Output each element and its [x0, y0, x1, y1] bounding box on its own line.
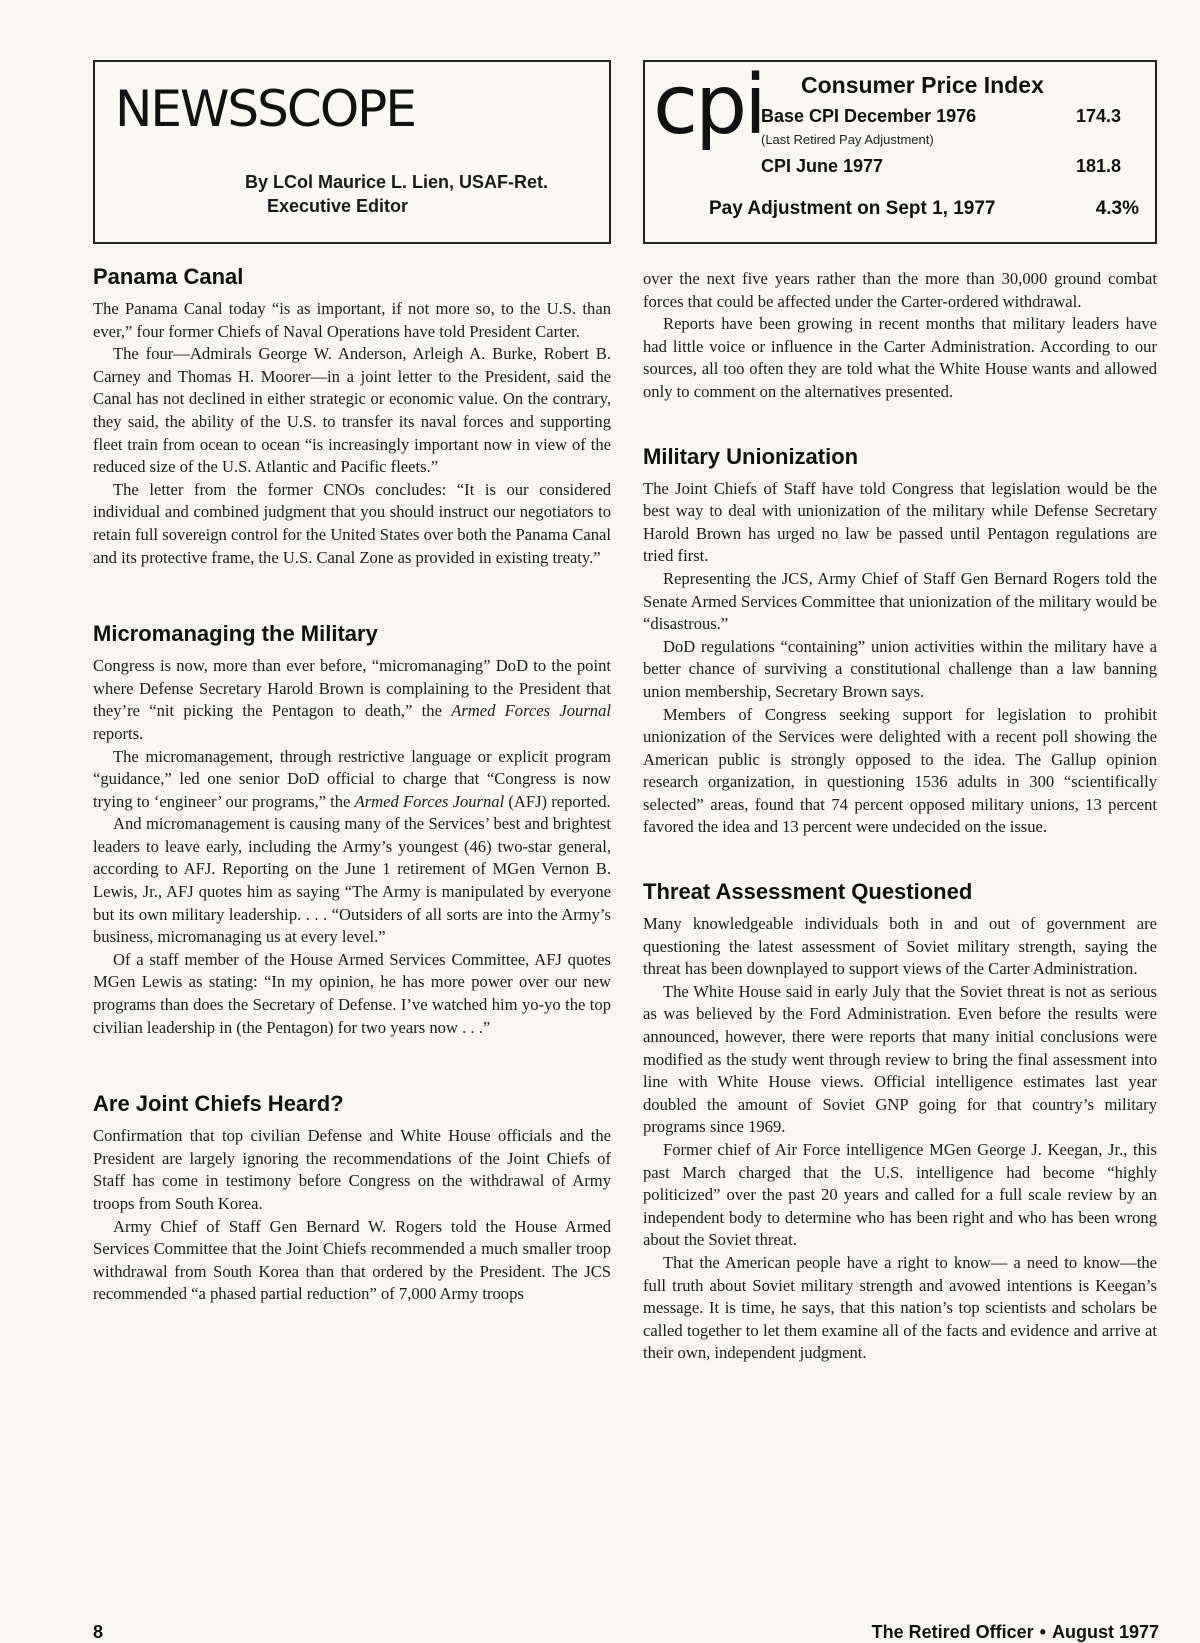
- left-column: [93, 60, 611, 1306]
- paragraph: The White House said in early July that the Soviet threat is not as serious as was believed by the Ford Administration. Even before the results were announced, however, there were reports that many initial conclusions were modified as the study went through review to bring the final assessment into line with White House views. Official intelligence estimates last year doubled the amount of Soviet GNP going for that country’s military programs since 1969.: [643, 981, 1157, 1137]
- article-micromanaging: [93, 621, 611, 1039]
- article-heading: Micromanaging the Military: [93, 621, 378, 647]
- cpi-title: Consumer Price Index: [801, 72, 1044, 98]
- page-number: 8: [93, 1622, 104, 1642]
- publication-name: Armed Forces Journal: [354, 791, 505, 811]
- paragraph: over the next five years rather than the more than 30,000 ground combat forces that could be affected under the Carter-ordered withdrawal.: [643, 269, 1157, 311]
- article-joint-chiefs: [93, 1091, 611, 1306]
- paragraph: Of a staff member of the House Armed Services Committee, AFJ quotes MGen Lewis as stating: “In my opinion, he has more power over our new programs than does the Secretary of Defense. I’ve watched him yo-yo the top civilian leadership in (the Pentagon) for two years now . . .”: [93, 949, 611, 1037]
- paragraph: Army Chief of Staff Gen Bernard W. Rogers told the House Armed Services Committee that the Joint Chiefs recommended a much smaller troop withdrawal from South Korea than that ordered by the President. The JCS recommended “a phased partial reduction” of 7,000 Army troops: [93, 1216, 611, 1304]
- paragraph: The Joint Chiefs of Staff have told Congress that legislation would be the best way to deal with unionization of the military while Defense Secretary Harold Brown has urged no law be passed until Pentagon regulations are tried first.: [643, 478, 1157, 566]
- cpi-logo: cpi: [653, 58, 764, 153]
- byline-author: By LCol Maurice L. Lien, USAF-Ret.: [245, 172, 549, 192]
- cpi-box: [643, 60, 1157, 244]
- cpi-june-label: CPI June 1977: [761, 156, 884, 176]
- cpi-base-label: Base CPI December 1976: [761, 106, 977, 126]
- byline-role: Executive Editor: [267, 196, 409, 216]
- article-heading: Panama Canal: [93, 264, 244, 289]
- paragraph: Members of Congress seeking support for legislation to prohibit unionization of the Services were delighted with a recent poll showing the American public is strongly opposed to the idea. The Gallup opinion research organization, in questioning 1536 adults in 300 “scientifically selected” areas, found that 74 percent opposed military unions, 13 percent favored the idea and 13 percent were undecided on the issue.: [643, 704, 1157, 837]
- byline: [245, 170, 605, 218]
- paragraph: The four—Admirals George W. Anderson, Arleigh A. Burke, Robert B. Carney and Thomas H. Moorer—in a joint letter to the President, said the Canal has not declined in either strategic or economic value. On the contrary, they said, the ability of the U.S. to transfer its naval forces and supporting fleet train from ocean to ocean “is increasingly important now in view of the reduced size of the U.S. Atlantic and Pacific fleets.”: [93, 344, 611, 477]
- cpi-june-value: 181.8: [1075, 156, 1121, 176]
- article-threat-assessment: [643, 879, 1157, 1365]
- paragraph-text: (AFJ) reported.: [504, 791, 611, 811]
- issue-date: August 1977: [1051, 1622, 1159, 1642]
- article-panama-canal: [93, 264, 611, 569]
- paragraph-text: The micromanagement, through restrictive language or explicit program “guidance,” led one senior DoD official to charge that “Congress is now trying to ‘engineer’ our programs,” the: [93, 746, 611, 811]
- cpi-pay-value: 4.3%: [1095, 198, 1139, 219]
- paragraph: [93, 746, 611, 814]
- article-heading: Are Joint Chiefs Heard?: [93, 1091, 344, 1117]
- article-joint-chiefs-continued: [643, 268, 1157, 404]
- paragraph: And micromanagement is causing many of the Services’ best and brightest leaders to leave early, including the Army’s youngest (46) two-star general, according to AFJ. Reporting on the June 1 retirement of MGen Vernon B. Lewis, Jr., AFJ quotes him as saying “The Army is manipulated by everyone but its own military leadership. . . . “Outsiders of all sorts are into the Army’s business, micromanaging us at every level.”: [93, 814, 611, 947]
- paragraph: Former chief of Air Force intelligence MGen George J. Keegan, Jr., this past March charged that the U.S. intelligence had become “highly politicized” over the past 20 years and called for a full scale review by an independent body to determine who has been right and who has been wrong about the Soviet threat.: [643, 1140, 1157, 1250]
- article-heading: Threat Assessment Questioned: [643, 879, 973, 905]
- paragraph: [93, 655, 611, 745]
- paragraph: Reports have been growing in recent months that military leaders have had little voice or influence in the Carter Administration. According to our sources, all too often they are told what the White House wants and allowed only to comment on the alternatives presented.: [643, 314, 1157, 401]
- paragraph-text: reports.: [93, 723, 144, 743]
- cpi-pay-label: Pay Adjustment on Sept 1, 1977: [709, 198, 996, 219]
- paragraph: Confirmation that top civilian Defense and White House officials and the President are largely ignoring the recommendations of the Joint Chiefs of Staff has come in testimony before Congress on the withdrawal of Army troops from South Korea.: [93, 1126, 611, 1213]
- publication-name: Armed Forces Journal: [451, 701, 611, 721]
- paragraph: Representing the JCS, Army Chief of Staff Gen Bernard Rogers told the Senate Armed Services Committee that unionization of the military would be “disastrous.”: [643, 568, 1157, 634]
- paragraph-text: Congress is now, more than ever before, “micromanaging” DoD to the point where Defense Secretary Harold Brown is complaining to the President that they’re “nit picking the Pentagon to death,” the: [93, 656, 611, 721]
- paragraph: DoD regulations “containing” union activities within the military have a better chance of surviving a constitutional challenge than a law banning union membership, Secretary Brown says.: [643, 636, 1157, 701]
- newsscope-masthead: [93, 60, 611, 244]
- paragraph: The letter from the former CNOs concludes: “It is our considered individual and combined judgment that you should instruct our negotiators to retain full sovereign control for the United States over both the Panama Canal and its protective frame, the U.S. Canal Zone as provided in existing treaty.”: [93, 479, 611, 567]
- publication-title: The Retired Officer: [871, 1622, 1034, 1642]
- article-unionization: [643, 444, 1157, 840]
- bullet-separator: •: [1039, 1622, 1046, 1642]
- paragraph: The Panama Canal today “is as important, if not more so, to the U.S. than ever,” four former Chiefs of Naval Operations have told President Carter.: [93, 299, 611, 341]
- cpi-base-value: 174.3: [1075, 106, 1121, 126]
- newsscope-logo: NEWSSCOPE: [115, 80, 415, 138]
- right-column: [643, 60, 1157, 1365]
- cpi-base-note: (Last Retired Pay Adjustment): [761, 132, 934, 147]
- paragraph: Many knowledgeable individuals both in and out of government are questioning the latest assessment of Soviet military strength, saying the threat has been downplayed to support views of the Carter Administration.: [643, 914, 1157, 979]
- paragraph: That the American people have a right to know— a need to know—the full truth about Soviet military strength and avowed intentions is Keegan’s message. It is time, he says, that this nation’s top scientists and scholars be called together to let them examine all of the facts and evidence and arrive at their own, independent judgment.: [643, 1252, 1157, 1363]
- article-heading: Military Unionization: [643, 443, 859, 469]
